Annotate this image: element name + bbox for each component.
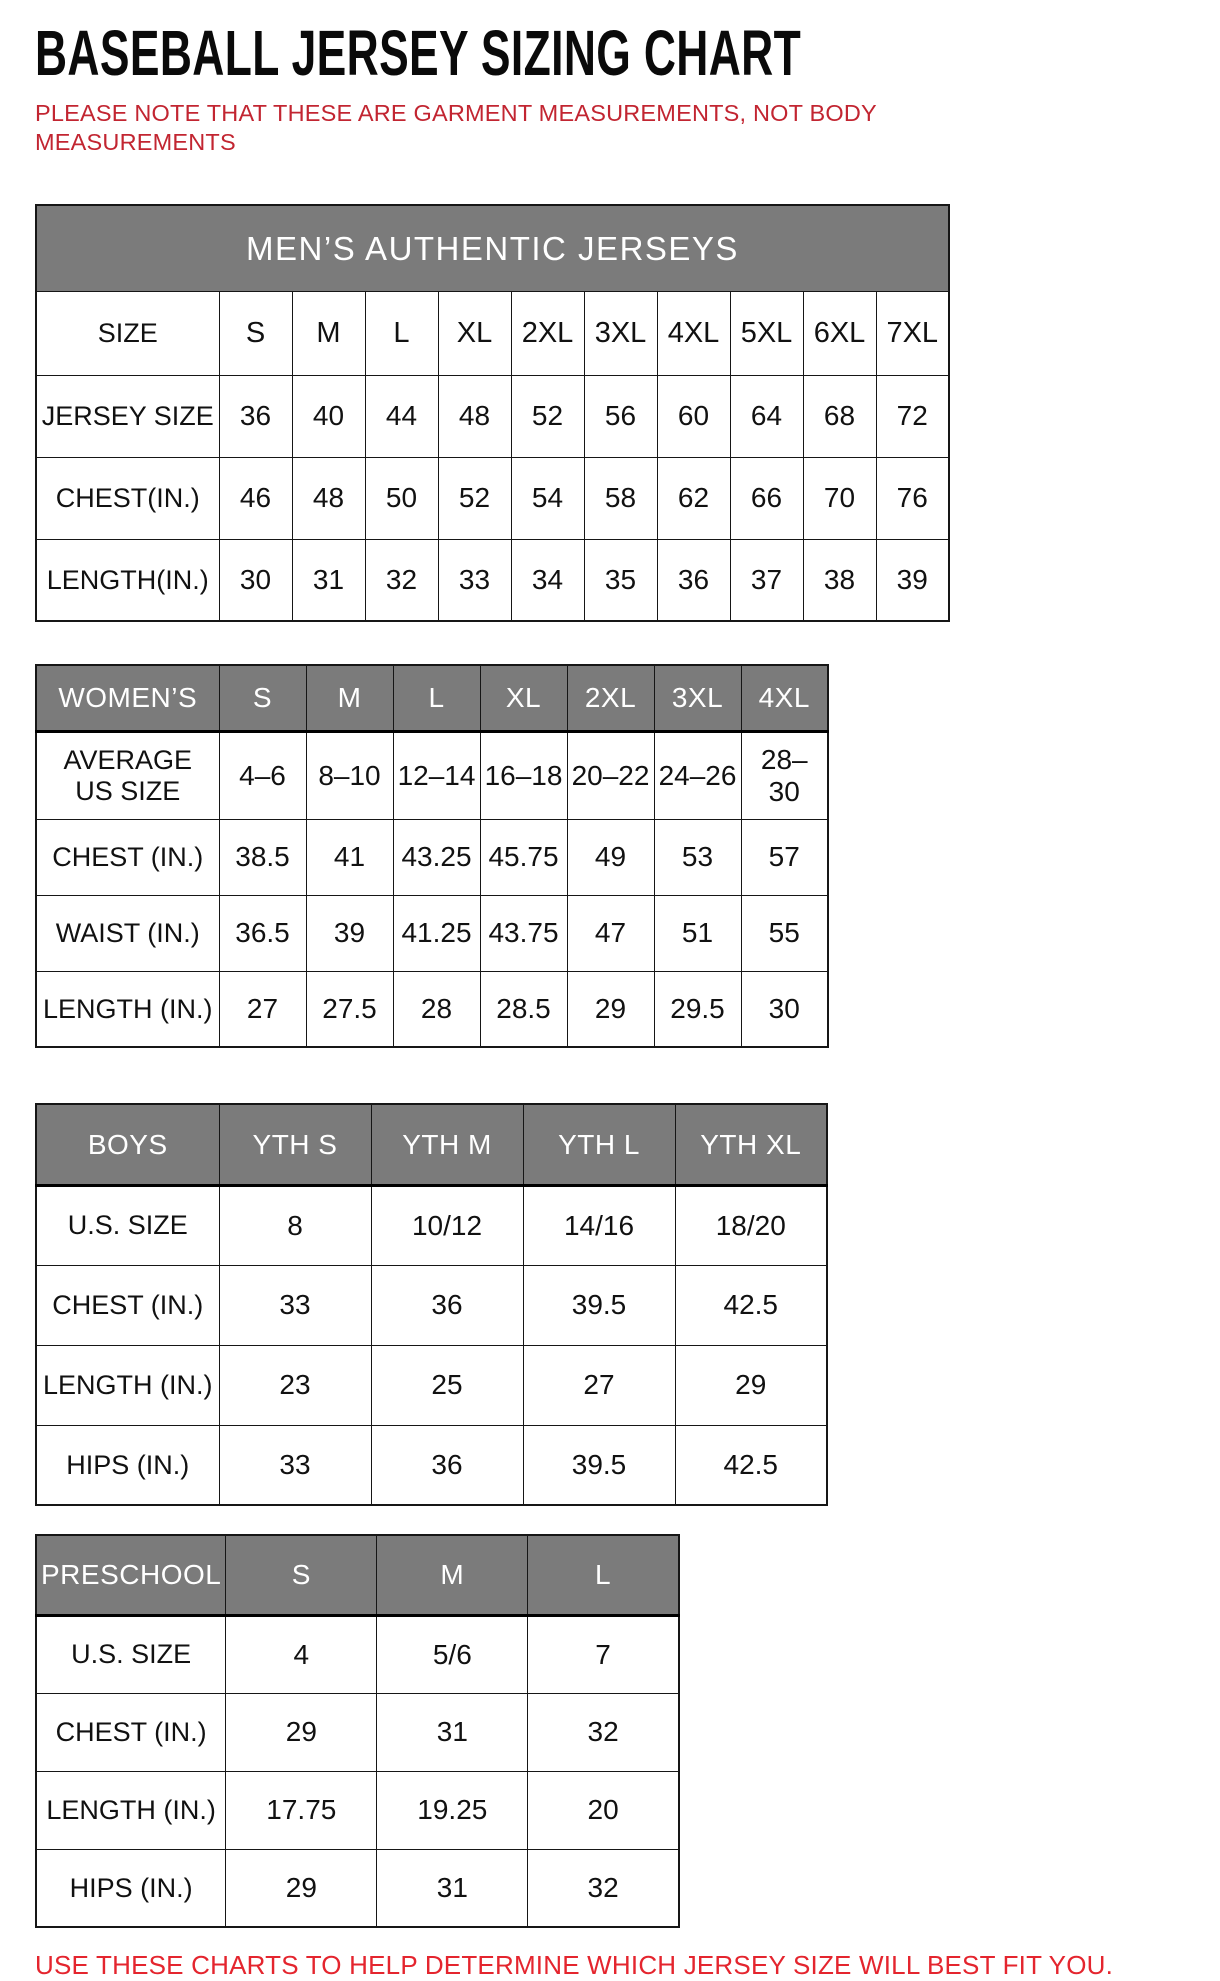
mens-banner: MEN’S AUTHENTIC JERSEYS bbox=[36, 205, 949, 291]
preschool-table-row bbox=[36, 1849, 679, 1927]
womens-header-cell: L bbox=[393, 665, 480, 731]
boys-header-cell: BOYS bbox=[36, 1104, 219, 1185]
boys-value-cell: 33 bbox=[219, 1425, 371, 1505]
preschool-header-cell: S bbox=[226, 1535, 377, 1615]
womens-value-cell: 38.5 bbox=[219, 819, 306, 895]
womens-table-row bbox=[36, 731, 828, 819]
preschool-header-cell: M bbox=[377, 1535, 528, 1615]
mens-value-cell: 68 bbox=[803, 375, 876, 457]
mens-column-header: SIZE bbox=[36, 291, 219, 375]
womens-header-cell: M bbox=[306, 665, 393, 731]
preschool-header-cell: L bbox=[528, 1535, 679, 1615]
boys-value-cell: 14/16 bbox=[523, 1185, 675, 1265]
mens-value-cell: 64 bbox=[730, 375, 803, 457]
mens-value-cell: 60 bbox=[657, 375, 730, 457]
preschool-value-cell: 5/6 bbox=[377, 1615, 528, 1693]
mens-value-cell: 33 bbox=[438, 539, 511, 621]
preschool-value-cell: 29 bbox=[226, 1849, 377, 1927]
mens-value-cell: 48 bbox=[438, 375, 511, 457]
womens-value-cell: 49 bbox=[567, 819, 654, 895]
preschool-value-cell: 32 bbox=[528, 1849, 679, 1927]
mens-value-cell: 52 bbox=[511, 375, 584, 457]
mens-column-header: L bbox=[365, 291, 438, 375]
womens-value-cell: 39 bbox=[306, 895, 393, 971]
womens-value-cell: 29.5 bbox=[654, 971, 741, 1047]
boys-value-cell: 10/12 bbox=[371, 1185, 523, 1265]
mens-value-cell: 58 bbox=[584, 457, 657, 539]
mens-column-header: S bbox=[219, 291, 292, 375]
preschool-row-label: CHEST (IN.) bbox=[36, 1693, 226, 1771]
boys-table-row bbox=[36, 1345, 827, 1425]
mens-value-cell: 48 bbox=[292, 457, 365, 539]
preschool-value-cell: 17.75 bbox=[226, 1771, 377, 1849]
womens-value-cell: 43.25 bbox=[393, 819, 480, 895]
mens-value-cell: 62 bbox=[657, 457, 730, 539]
boys-header-cell: YTH L bbox=[523, 1104, 675, 1185]
garment-measurement-note: PLEASE NOTE THAT THESE ARE GARMENT MEASUREMENTS, NOT BODY MEASUREMENTS bbox=[35, 100, 877, 155]
mens-value-cell: 44 bbox=[365, 375, 438, 457]
womens-table-row bbox=[36, 819, 828, 895]
boys-value-cell: 23 bbox=[219, 1345, 371, 1425]
womens-value-cell: 12–14 bbox=[393, 731, 480, 819]
mens-value-cell: 72 bbox=[876, 375, 949, 457]
womens-value-cell: 27.5 bbox=[306, 971, 393, 1047]
mens-value-cell: 50 bbox=[365, 457, 438, 539]
womens-value-cell: 51 bbox=[654, 895, 741, 971]
mens-row-label: LENGTH(IN.) bbox=[36, 539, 219, 621]
boys-value-cell: 27 bbox=[523, 1345, 675, 1425]
boys-header-cell: YTH S bbox=[219, 1104, 371, 1185]
preschool-sizing-table bbox=[35, 1534, 680, 1928]
mens-column-header: 7XL bbox=[876, 291, 949, 375]
preschool-value-cell: 4 bbox=[226, 1615, 377, 1693]
boys-value-cell: 33 bbox=[219, 1265, 371, 1345]
boys-header-cell: YTH XL bbox=[675, 1104, 827, 1185]
mens-value-cell: 31 bbox=[292, 539, 365, 621]
womens-value-cell: 24–26 bbox=[654, 731, 741, 819]
boys-value-cell: 29 bbox=[675, 1345, 827, 1425]
boys-value-cell: 18/20 bbox=[675, 1185, 827, 1265]
mens-column-header: 5XL bbox=[730, 291, 803, 375]
mens-column-header: 4XL bbox=[657, 291, 730, 375]
womens-row-label: AVERAGE US SIZE bbox=[36, 731, 219, 819]
preschool-value-cell: 31 bbox=[377, 1849, 528, 1927]
womens-row-label: LENGTH (IN.) bbox=[36, 971, 219, 1047]
womens-value-cell: 30 bbox=[741, 971, 828, 1047]
womens-value-cell: 41.25 bbox=[393, 895, 480, 971]
womens-value-cell: 20–22 bbox=[567, 731, 654, 819]
preschool-value-cell: 29 bbox=[226, 1693, 377, 1771]
womens-value-cell: 57 bbox=[741, 819, 828, 895]
mens-table-row bbox=[36, 457, 949, 539]
mens-column-header: 3XL bbox=[584, 291, 657, 375]
mens-value-cell: 66 bbox=[730, 457, 803, 539]
womens-value-cell: 28.5 bbox=[480, 971, 567, 1047]
womens-value-cell: 28–30 bbox=[741, 731, 828, 819]
mens-value-cell: 36 bbox=[657, 539, 730, 621]
preschool-value-cell: 19.25 bbox=[377, 1771, 528, 1849]
womens-value-cell: 55 bbox=[741, 895, 828, 971]
womens-header-cell: 2XL bbox=[567, 665, 654, 731]
mens-table-row bbox=[36, 375, 949, 457]
boys-table-row bbox=[36, 1425, 827, 1505]
mens-value-cell: 38 bbox=[803, 539, 876, 621]
boys-row-label: LENGTH (IN.) bbox=[36, 1345, 219, 1425]
womens-header-cell: S bbox=[219, 665, 306, 731]
mens-row-label: CHEST(IN.) bbox=[36, 457, 219, 539]
mens-value-cell: 56 bbox=[584, 375, 657, 457]
mens-value-cell: 54 bbox=[511, 457, 584, 539]
boys-header-cell: YTH M bbox=[371, 1104, 523, 1185]
mens-value-cell: 39 bbox=[876, 539, 949, 621]
womens-value-cell: 28 bbox=[393, 971, 480, 1047]
womens-value-cell: 53 bbox=[654, 819, 741, 895]
womens-value-cell: 8–10 bbox=[306, 731, 393, 819]
page-title bbox=[35, 17, 1220, 89]
boys-row-label: CHEST (IN.) bbox=[36, 1265, 219, 1345]
boys-value-cell: 42.5 bbox=[675, 1425, 827, 1505]
mens-value-cell: 35 bbox=[584, 539, 657, 621]
boys-value-cell: 39.5 bbox=[523, 1265, 675, 1345]
mens-value-cell: 52 bbox=[438, 457, 511, 539]
womens-value-cell: 41 bbox=[306, 819, 393, 895]
mens-sizing-table bbox=[35, 204, 950, 622]
mens-value-cell: 30 bbox=[219, 539, 292, 621]
preschool-table-row bbox=[36, 1771, 679, 1849]
mens-value-cell: 32 bbox=[365, 539, 438, 621]
preschool-value-cell: 20 bbox=[528, 1771, 679, 1849]
womens-sizing-table bbox=[35, 664, 829, 1048]
boys-value-cell: 25 bbox=[371, 1345, 523, 1425]
preschool-row-label: LENGTH (IN.) bbox=[36, 1771, 226, 1849]
boys-table-row bbox=[36, 1265, 827, 1345]
womens-value-cell: 47 bbox=[567, 895, 654, 971]
boys-sizing-table bbox=[35, 1103, 828, 1506]
womens-row-label: WAIST (IN.) bbox=[36, 895, 219, 971]
womens-value-cell: 45.75 bbox=[480, 819, 567, 895]
womens-row-label: CHEST (IN.) bbox=[36, 819, 219, 895]
boys-value-cell: 39.5 bbox=[523, 1425, 675, 1505]
fit-advice-note: USE THESE CHARTS TO HELP DETERMINE WHICH JERSEY SIZE WILL BEST FIT YOU. bbox=[35, 1950, 1114, 1981]
mens-column-header: XL bbox=[438, 291, 511, 375]
womens-value-cell: 16–18 bbox=[480, 731, 567, 819]
womens-header-cell: XL bbox=[480, 665, 567, 731]
mens-column-header: 6XL bbox=[803, 291, 876, 375]
preschool-row-label: U.S. SIZE bbox=[36, 1615, 226, 1693]
mens-value-cell: 40 bbox=[292, 375, 365, 457]
boys-value-cell: 42.5 bbox=[675, 1265, 827, 1345]
womens-header-cell: 4XL bbox=[741, 665, 828, 731]
mens-row-label: JERSEY SIZE bbox=[36, 375, 219, 457]
mens-value-cell: 46 bbox=[219, 457, 292, 539]
page-title-text: BASEBALL JERSEY SIZING CHART bbox=[35, 17, 802, 89]
womens-value-cell: 29 bbox=[567, 971, 654, 1047]
boys-value-cell: 36 bbox=[371, 1425, 523, 1505]
mens-value-cell: 70 bbox=[803, 457, 876, 539]
womens-value-cell: 36.5 bbox=[219, 895, 306, 971]
mens-column-header: 2XL bbox=[511, 291, 584, 375]
womens-value-cell: 27 bbox=[219, 971, 306, 1047]
preschool-row-label: HIPS (IN.) bbox=[36, 1849, 226, 1927]
boys-row-label: HIPS (IN.) bbox=[36, 1425, 219, 1505]
boys-row-label: U.S. SIZE bbox=[36, 1185, 219, 1265]
preschool-table-row bbox=[36, 1693, 679, 1771]
mens-table-row bbox=[36, 539, 949, 621]
preschool-header-cell: PRESCHOOL bbox=[36, 1535, 226, 1615]
preschool-table-row bbox=[36, 1615, 679, 1693]
womens-header-cell: WOMEN’S bbox=[36, 665, 219, 731]
womens-value-cell: 4–6 bbox=[219, 731, 306, 819]
preschool-value-cell: 31 bbox=[377, 1693, 528, 1771]
womens-table-row bbox=[36, 971, 828, 1047]
boys-table-row bbox=[36, 1185, 827, 1265]
preschool-value-cell: 7 bbox=[528, 1615, 679, 1693]
boys-value-cell: 8 bbox=[219, 1185, 371, 1265]
boys-value-cell: 36 bbox=[371, 1265, 523, 1345]
mens-column-header: M bbox=[292, 291, 365, 375]
womens-value-cell: 43.75 bbox=[480, 895, 567, 971]
mens-value-cell: 37 bbox=[730, 539, 803, 621]
mens-value-cell: 36 bbox=[219, 375, 292, 457]
womens-table-row bbox=[36, 895, 828, 971]
mens-value-cell: 76 bbox=[876, 457, 949, 539]
preschool-value-cell: 32 bbox=[528, 1693, 679, 1771]
mens-value-cell: 34 bbox=[511, 539, 584, 621]
womens-header-cell: 3XL bbox=[654, 665, 741, 731]
